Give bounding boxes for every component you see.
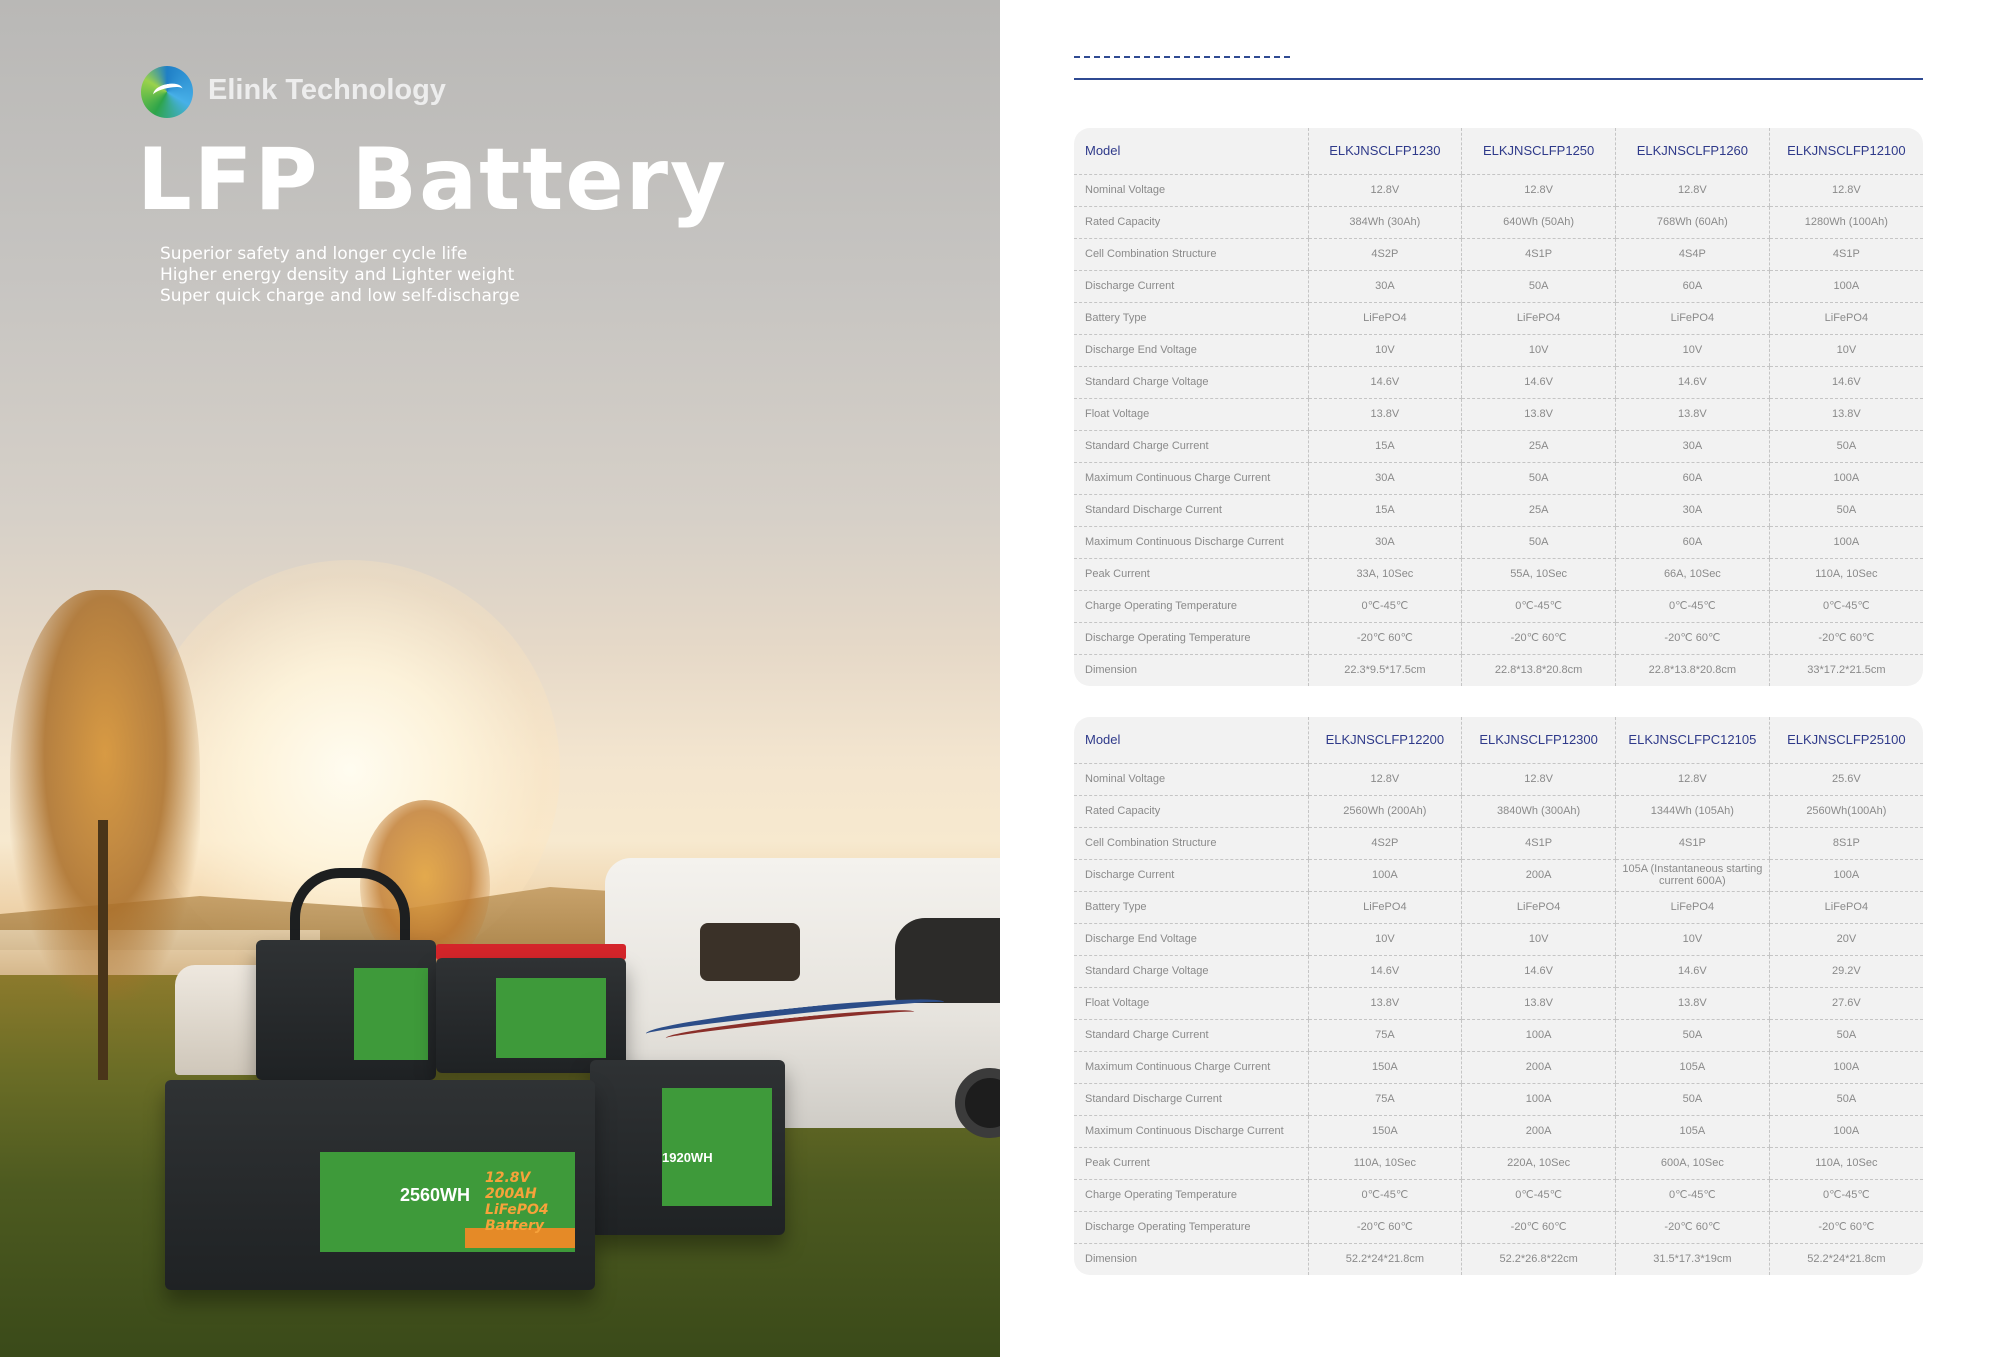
spec-value: 13.8V <box>1308 987 1462 1019</box>
spec-value: 60A <box>1616 270 1770 302</box>
battery-model-text: 12.8V 200AH LiFePO4 Battery <box>485 1170 549 1234</box>
elink-logo-icon <box>141 66 193 118</box>
spec-value: 30A <box>1616 494 1770 526</box>
spec-value: 640Wh (50Ah) <box>1462 206 1616 238</box>
spec-value: 31.5*17.3*19cm <box>1616 1243 1770 1275</box>
spec-panel <box>1000 0 2000 1357</box>
table-row <box>1074 1115 1923 1147</box>
spec-value: 50A <box>1616 1083 1770 1115</box>
row-label: Model <box>1074 717 1308 763</box>
spec-value: -20℃ 60℃ <box>1769 1211 1923 1243</box>
spec-value: 4S2P <box>1308 827 1462 859</box>
table-row <box>1074 366 1923 398</box>
row-label: Rated Capacity <box>1074 206 1308 238</box>
spec-value: 13.8V <box>1462 987 1616 1019</box>
spec-value: 4S1P <box>1769 238 1923 270</box>
spec-value: 150A <box>1308 1115 1462 1147</box>
spec-value: 10V <box>1308 334 1462 366</box>
spec-value: 27.6V <box>1769 987 1923 1019</box>
spec-value: 12.8V <box>1308 174 1462 206</box>
spec-value: 0℃-45℃ <box>1462 590 1616 622</box>
spec-value: 33A, 10Sec <box>1308 558 1462 590</box>
right-battery <box>590 1060 785 1235</box>
spec-value: 13.8V <box>1616 398 1770 430</box>
spec-value: 30A <box>1308 462 1462 494</box>
spec-value: 75A <box>1308 1019 1462 1051</box>
model-name: ELKJNSCLFP1250 <box>1462 128 1616 174</box>
row-label: Discharge Current <box>1074 859 1308 891</box>
spec-table-1 <box>1074 128 1923 686</box>
spec-value: 200A <box>1462 1051 1616 1083</box>
spec-value: 200A <box>1462 1115 1616 1147</box>
table-header-row <box>1074 717 1923 763</box>
table-row <box>1074 462 1923 494</box>
spec-value: 110A, 10Sec <box>1769 1147 1923 1179</box>
small-battery <box>256 940 436 1080</box>
feature-item: Superior safety and longer cycle life <box>160 244 468 264</box>
model-name: ELKJNSCLFP12100 <box>1769 128 1923 174</box>
spec-value: 14.6V <box>1462 955 1616 987</box>
row-label: Dimension <box>1085 1253 1137 1266</box>
table-row <box>1074 763 1923 795</box>
row-label: Dimension <box>1085 664 1137 677</box>
spec-value: 22.8*13.8*20.8cm <box>1616 654 1770 686</box>
spec-value: 0℃-45℃ <box>1616 590 1770 622</box>
row-label: Peak Current <box>1074 558 1308 590</box>
table-header-row <box>1074 128 1923 174</box>
spec-value: 100A <box>1462 1019 1616 1051</box>
battery-label-panel <box>354 968 428 1060</box>
row-label: Model <box>1074 128 1308 174</box>
spec-value: 105A <box>1616 1115 1770 1147</box>
spec-value: 12.8V <box>1462 174 1616 206</box>
row-label: Standard Charge Current <box>1074 430 1308 462</box>
spec-value: 110A, 10Sec <box>1308 1147 1462 1179</box>
table-row <box>1074 526 1923 558</box>
spec-value: -20℃ 60℃ <box>1462 1211 1616 1243</box>
spec-value: 50A <box>1616 1019 1770 1051</box>
spec-value: 13.8V <box>1462 398 1616 430</box>
table-row <box>1074 398 1923 430</box>
table-row <box>1074 795 1923 827</box>
spec-value: 100A <box>1769 859 1923 891</box>
spec-value: -20℃ 60℃ <box>1462 622 1616 654</box>
row-label: Standard Discharge Current <box>1074 494 1308 526</box>
spec-value: 66A, 10Sec <box>1616 558 1770 590</box>
spec-value: 14.6V <box>1308 366 1462 398</box>
table-row <box>1074 1147 1923 1179</box>
table-row <box>1074 955 1923 987</box>
row-label: Standard Charge Voltage <box>1074 366 1308 398</box>
row-label: Maximum Continuous Charge Current <box>1074 462 1308 494</box>
spec-value: 105A <box>1616 1051 1770 1083</box>
spec-value: 29.2V <box>1769 955 1923 987</box>
table-row <box>1074 1083 1923 1115</box>
spec-value: 15A <box>1308 494 1462 526</box>
spec-value: 52.2*24*21.8cm <box>1769 1243 1923 1275</box>
spec-value: 1344Wh (105Ah) <box>1616 795 1770 827</box>
spec-value: 3840Wh (300Ah) <box>1462 795 1616 827</box>
spec-value: 100A <box>1769 1051 1923 1083</box>
spec-value: 20V <box>1769 923 1923 955</box>
spec-value: 14.6V <box>1769 366 1923 398</box>
table-row <box>1074 1051 1923 1083</box>
spec-value: 14.6V <box>1308 955 1462 987</box>
row-label: Discharge Operating Temperature <box>1074 1211 1308 1243</box>
spec-value: 0℃-45℃ <box>1769 590 1923 622</box>
model-name: ELKJNSCLFP25100 <box>1769 717 1923 763</box>
table-row <box>1074 238 1923 270</box>
spec-value: 2560Wh (200Ah) <box>1308 795 1462 827</box>
spec-value: 22.8*13.8*20.8cm <box>1462 654 1616 686</box>
spec-value: 2560Wh(100Ah) <box>1769 795 1923 827</box>
spec-value: 12.8V <box>1616 763 1770 795</box>
spec-value: 25A <box>1462 430 1616 462</box>
table-row <box>1074 987 1923 1019</box>
spec-value: 110A, 10Sec <box>1769 558 1923 590</box>
spec-value: 52.2*26.8*22cm <box>1462 1243 1616 1275</box>
spec-value: 12.8V <box>1616 174 1770 206</box>
spec-value: 10V <box>1462 334 1616 366</box>
spec-value: -20℃ 60℃ <box>1308 1211 1462 1243</box>
feature-item: Higher energy density and Lighter weight <box>160 265 515 285</box>
table-row <box>1074 1243 1923 1275</box>
row-label: Discharge Current <box>1074 270 1308 302</box>
spec-value: LiFePO4 <box>1308 891 1462 923</box>
spec-value: 25A <box>1462 494 1616 526</box>
spec-value: 30A <box>1308 526 1462 558</box>
spec-value: 100A <box>1769 1115 1923 1147</box>
spec-value: 55A, 10Sec <box>1462 558 1616 590</box>
spec-value: 10V <box>1616 923 1770 955</box>
large-battery <box>165 1080 595 1290</box>
feature-item: Super quick charge and low self-discharge <box>160 286 520 306</box>
spec-value: 14.6V <box>1462 366 1616 398</box>
row-label: Standard Charge Current <box>1074 1019 1308 1051</box>
spec-value: LiFePO4 <box>1308 302 1462 334</box>
spec-value: 600A, 10Sec <box>1616 1147 1770 1179</box>
table-row <box>1074 923 1923 955</box>
spec-value: 384Wh (30Ah) <box>1308 206 1462 238</box>
row-label: Maximum Continuous Discharge Current <box>1074 526 1308 558</box>
spec-value: 100A <box>1308 859 1462 891</box>
spec-value: 200A <box>1462 859 1616 891</box>
spec-value: 30A <box>1308 270 1462 302</box>
battery-handle <box>290 868 410 948</box>
spec-value: 12.8V <box>1308 763 1462 795</box>
spec-value: 14.6V <box>1616 366 1770 398</box>
table-row <box>1074 859 1923 891</box>
battery-label-panel <box>662 1088 772 1206</box>
spec-value: 100A <box>1769 270 1923 302</box>
spec-value: 13.8V <box>1308 398 1462 430</box>
spec-value: 50A <box>1769 494 1923 526</box>
spec-value: 1280Wh (100Ah) <box>1769 206 1923 238</box>
spec-value: LiFePO4 <box>1769 302 1923 334</box>
table-row <box>1074 1211 1923 1243</box>
camper-window <box>700 923 800 981</box>
spec-value: 100A <box>1462 1083 1616 1115</box>
dashed-divider <box>1074 56 1290 58</box>
table-row <box>1074 174 1923 206</box>
spec-value: 60A <box>1616 462 1770 494</box>
table-row <box>1074 494 1923 526</box>
spec-value: 4S4P <box>1616 238 1770 270</box>
battery-wh-text: 1920WH <box>662 1150 713 1165</box>
spec-value: 50A <box>1769 1083 1923 1115</box>
row-label: Maximum Continuous Discharge Current <box>1074 1115 1308 1147</box>
spec-value: 10V <box>1616 334 1770 366</box>
table-row <box>1074 654 1923 686</box>
table-row <box>1074 206 1923 238</box>
spec-value: 50A <box>1462 270 1616 302</box>
spec-value: 0℃-45℃ <box>1462 1179 1616 1211</box>
spec-value: 12.8V <box>1462 763 1616 795</box>
spec-value: 10V <box>1462 923 1616 955</box>
table-row <box>1074 1019 1923 1051</box>
model-name: ELKJNSCLFP12200 <box>1308 717 1462 763</box>
spec-value: 0℃-45℃ <box>1308 1179 1462 1211</box>
battery-wh-text: 2560WH <box>400 1185 471 1205</box>
row-label: Cell Combination Structure <box>1074 238 1308 270</box>
row-label: Float Voltage <box>1074 398 1308 430</box>
model-name: ELKJNSCLFP1230 <box>1308 128 1462 174</box>
spec-table-2 <box>1074 717 1923 1275</box>
spec-value: 52.2*24*21.8cm <box>1308 1243 1462 1275</box>
spec-value: LiFePO4 <box>1462 891 1616 923</box>
table-row <box>1074 558 1923 590</box>
row-label: Discharge Operating Temperature <box>1074 622 1308 654</box>
row-label: Nominal Voltage <box>1074 174 1308 206</box>
table-row <box>1074 622 1923 654</box>
spec-value: 33*17.2*21.5cm <box>1769 654 1923 686</box>
spec-value: LiFePO4 <box>1616 302 1770 334</box>
table-row <box>1074 430 1923 462</box>
medium-battery <box>436 958 626 1073</box>
row-label: Cell Combination Structure <box>1074 827 1308 859</box>
row-label: Standard Charge Voltage <box>1074 955 1308 987</box>
row-label: Discharge End Voltage <box>1074 334 1308 366</box>
table-row <box>1074 891 1923 923</box>
header-rule <box>1074 78 1923 80</box>
spec-value: 50A <box>1769 1019 1923 1051</box>
spec-table <box>1074 128 1923 686</box>
table-row <box>1074 270 1923 302</box>
spec-value: 105A (Instantaneous starting current 600A) <box>1616 859 1770 891</box>
table-row <box>1074 590 1923 622</box>
row-label: Maximum Continuous Charge Current <box>1074 1051 1308 1083</box>
model-name: ELKJNSCLFP1260 <box>1616 128 1770 174</box>
spec-value: 14.6V <box>1616 955 1770 987</box>
spec-value: 4S2P <box>1308 238 1462 270</box>
company-name: Elink Technology <box>208 74 446 106</box>
spec-value: 30A <box>1616 430 1770 462</box>
spec-value: 25.6V <box>1769 763 1923 795</box>
model-name: ELKJNSCLFP12300 <box>1462 717 1616 763</box>
spec-value: 50A <box>1462 462 1616 494</box>
camper-cab <box>895 918 1000 1003</box>
spec-value: 50A <box>1462 526 1616 558</box>
page-title: LFP Battery <box>137 130 729 230</box>
spec-value: 768Wh (60Ah) <box>1616 206 1770 238</box>
table-row <box>1074 827 1923 859</box>
spec-value: -20℃ 60℃ <box>1616 622 1770 654</box>
model-name: ELKJNSCLFPC12105 <box>1616 717 1770 763</box>
spec-value: 13.8V <box>1616 987 1770 1019</box>
spec-value: LiFePO4 <box>1462 302 1616 334</box>
row-label: Nominal Voltage <box>1074 763 1308 795</box>
spec-value: 75A <box>1308 1083 1462 1115</box>
spec-value: 22.3*9.5*17.5cm <box>1308 654 1462 686</box>
spec-value: LiFePO4 <box>1616 891 1770 923</box>
spec-value: -20℃ 60℃ <box>1769 622 1923 654</box>
table-row <box>1074 1179 1923 1211</box>
spec-value: 100A <box>1769 462 1923 494</box>
spec-value: 12.8V <box>1769 174 1923 206</box>
tree-trunk <box>98 820 108 1080</box>
table-row <box>1074 302 1923 334</box>
row-label: Standard Discharge Current <box>1074 1083 1308 1115</box>
spec-value: 8S1P <box>1769 827 1923 859</box>
spec-value: 13.8V <box>1769 398 1923 430</box>
spec-value: LiFePO4 <box>1769 891 1923 923</box>
spec-value: -20℃ 60℃ <box>1616 1211 1770 1243</box>
spec-table <box>1074 717 1923 1275</box>
battery-label-panel <box>496 978 606 1058</box>
spec-value: 10V <box>1308 923 1462 955</box>
spec-value: 60A <box>1616 526 1770 558</box>
feature-list <box>160 244 520 307</box>
spec-value: 4S1P <box>1462 827 1616 859</box>
row-label: Charge Operating Temperature <box>1074 1179 1308 1211</box>
row-label: Battery Type <box>1074 891 1308 923</box>
spec-value: 50A <box>1769 430 1923 462</box>
row-label: Battery Type <box>1074 302 1308 334</box>
row-label: Rated Capacity <box>1074 795 1308 827</box>
camper-wheel <box>955 1068 1000 1138</box>
spec-value: 0℃-45℃ <box>1308 590 1462 622</box>
row-label: Float Voltage <box>1074 987 1308 1019</box>
table-row <box>1074 334 1923 366</box>
spec-value: 10V <box>1769 334 1923 366</box>
row-label: Charge Operating Temperature <box>1074 590 1308 622</box>
spec-value: 0℃-45℃ <box>1616 1179 1770 1211</box>
spec-value: -20℃ 60℃ <box>1308 622 1462 654</box>
spec-value: 4S1P <box>1462 238 1616 270</box>
spec-value: 220A, 10Sec <box>1462 1147 1616 1179</box>
row-label: Peak Current <box>1074 1147 1308 1179</box>
spec-value: 15A <box>1308 430 1462 462</box>
spec-value: 150A <box>1308 1051 1462 1083</box>
row-label: Discharge End Voltage <box>1074 923 1308 955</box>
spec-value: 4S1P <box>1616 827 1770 859</box>
spec-value: 100A <box>1769 526 1923 558</box>
spec-value: 0℃-45℃ <box>1769 1179 1923 1211</box>
